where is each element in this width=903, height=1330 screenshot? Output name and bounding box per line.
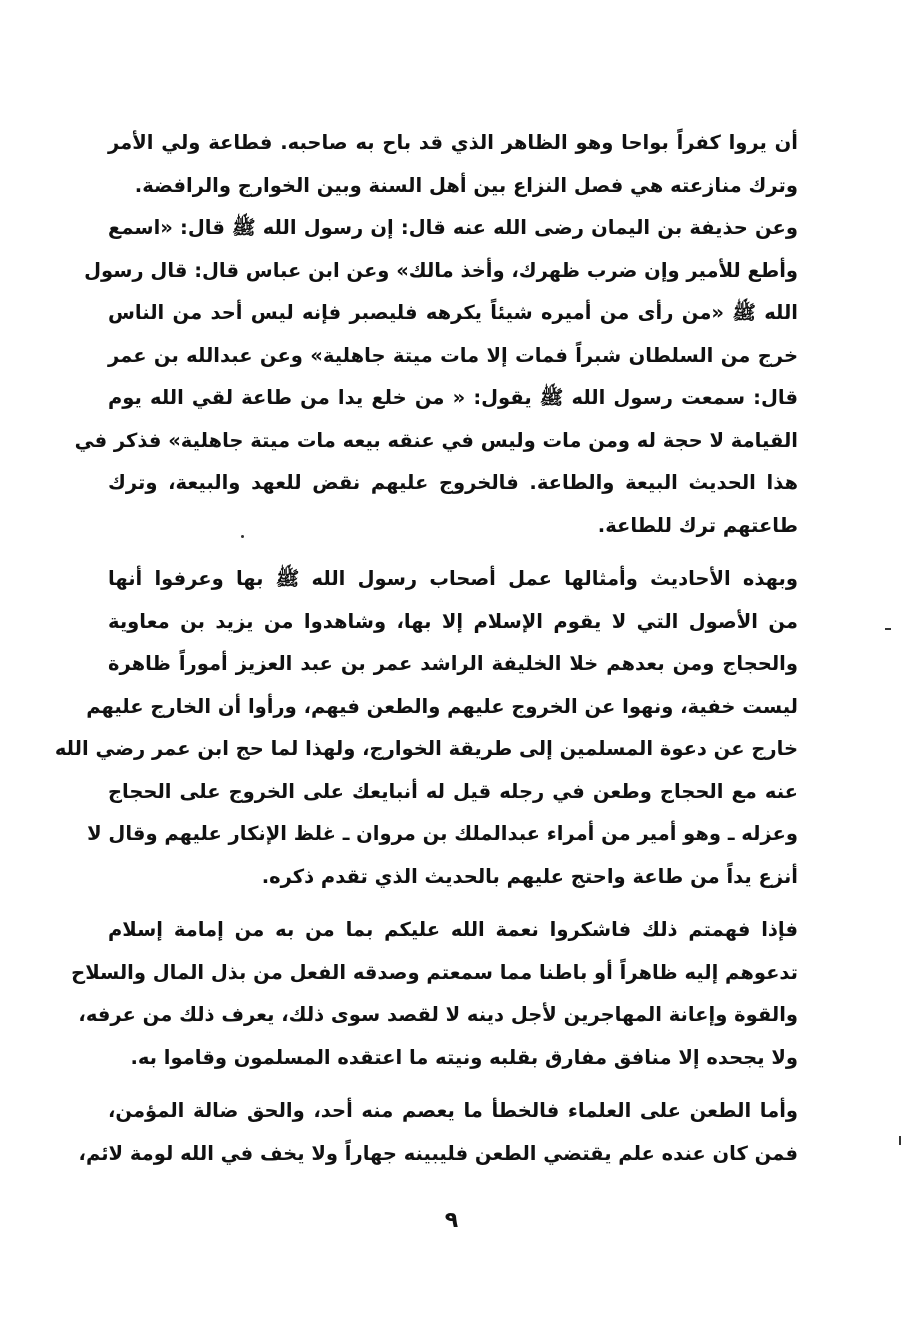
text-line: والقوة وإعانة المهاجرين لأجل دينه لا لقصد سوى ذلك، يعرف ذلك من عرفه،	[78, 1003, 798, 1026]
scan-speck	[885, 628, 891, 630]
text-line: القيامة لا حجة له ومن مات وليس في عنقه بيعه مات ميتة جاهلية» فذكر في	[74, 428, 798, 452]
text-line: فإذا فهمتم ذلك فاشكروا نعمة الله عليكم بما من به من إمامة إسلام	[108, 918, 798, 941]
text-line: وعن حذيفة بن اليمان رضى الله عنه قال: إن رسول الله ﷺ قال: «اسمع	[108, 216, 798, 239]
text-line: خارج عن دعوة المسلمين إلى طريقة الخوارج، ولهذا لما حج ابن عمر رضي الله	[54, 737, 798, 760]
text-line: وترك منازعته هي فصل النزاع بين أهل السنة وبين الخوارج والرافضة.	[134, 173, 798, 197]
text-line: من الأصول التي لا يقوم الإسلام إلا بها، وشاهدوا من يزيد بن معاوية	[108, 609, 798, 633]
text-line: ليست خفية، ونهوا عن الخروج عليهم والطعن فيهم، ورأوا أن الخارج عليهم	[86, 694, 798, 718]
text-line: وعزله ـ وهو أمير من أمراء عبدالملك بن مروان ـ غلظ الإنكار عليهم وقال لا	[87, 822, 798, 845]
text-line: والحجاج ومن بعدهم خلا الخليفة الراشد عمر بن عبد العزيز أموراً ظاهرة	[108, 652, 798, 675]
text-line: فمن كان عنده علم يقتضي الطعن فليبينه جهاراً ولا يخف في الله لومة لائم،	[78, 1141, 798, 1165]
scan-speck	[899, 1136, 901, 1145]
text-line: أنزع يداً من طاعة واحتج عليهم بالحديث الذي تقدم ذكره.	[261, 864, 798, 888]
text-line: ولا يجحده إلا منافق مفارق بقلبه ونيته ما اعتقده المسلمون وقاموا به.	[130, 1045, 798, 1069]
body-text	[54, 122, 798, 1175]
paragraph-2	[74, 207, 798, 547]
text-line: خرج من السلطان شبراً فمات إلا مات ميتة جاهلية» وعن عبدالله بن عمر	[108, 343, 798, 367]
page-number: ٩	[444, 1208, 459, 1233]
paragraph-5	[78, 1090, 798, 1175]
text-line: هذا الحديث البيعة والطاعة. فالخروج عليهم نقض للعهد والبيعة، وترك	[108, 471, 798, 494]
paragraph-1	[108, 122, 798, 207]
text-line: تدعوهم إليه ظاهراً أو باطنا مما سمعتم وصدقه الفعل من بذل المال والسلاح	[71, 960, 798, 984]
scan-speck	[241, 535, 244, 538]
text-line: وبهذه الأحاديث وأمثالها عمل أصحاب رسول الله ﷺ بها وعرفوا أنها	[108, 567, 798, 590]
text-line: الله ﷺ «من رأى من أميره شيئاً يكرهه فليصبر فإنه ليس أحد من الناس	[108, 301, 798, 324]
text-line: طاعتهم ترك للطاعة.	[597, 513, 798, 537]
text-line: قال: سمعت رسول الله ﷺ يقول: « من خلع يدا من طاعة لقي الله يوم	[108, 386, 798, 409]
paragraph-3	[54, 558, 798, 898]
text-line: عنه مع الحجاج وطعن في رجله قيل له أنبايعك على الخروج على الحجاج	[108, 779, 798, 803]
text-line: أن يروا كفراً بواحا وهو الظاهر الذي قد باح به صاحبه. فطاعة ولي الأمر	[108, 131, 798, 154]
text-line: وأطع للأمير وإن ضرب ظهرك، وأخذ مالك» وعن ابن عباس قال: قال رسول	[84, 258, 798, 282]
text-line: وأما الطعن على العلماء فالخطأ ما يعصم منه أحد، والحق ضالة المؤمن،	[108, 1099, 798, 1122]
paragraph-4	[71, 909, 798, 1079]
